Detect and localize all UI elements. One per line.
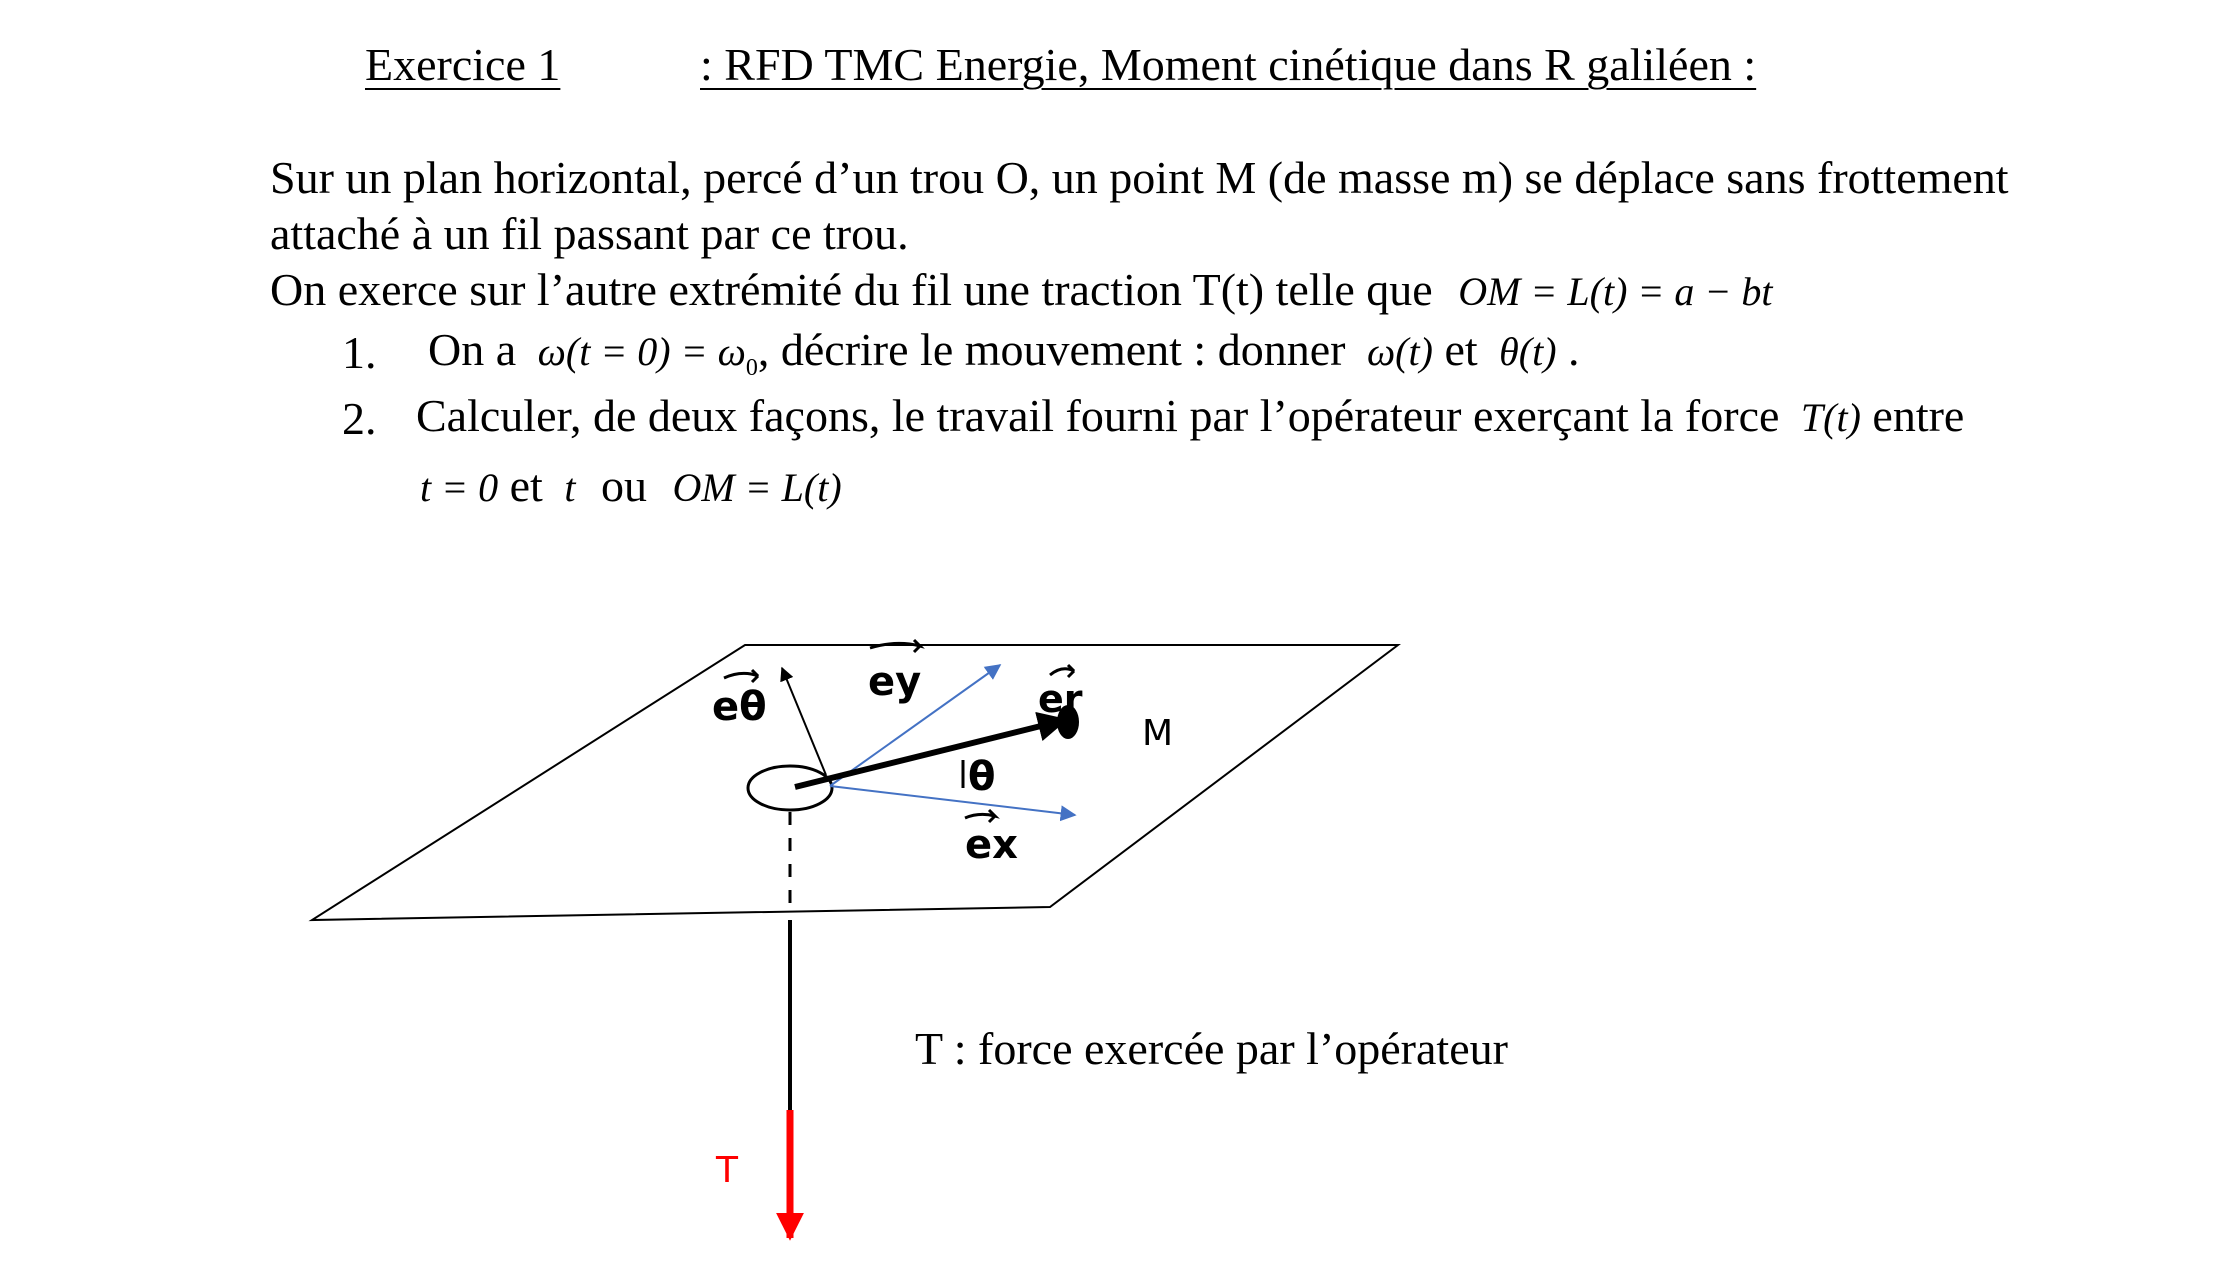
question-1-math-a: $\omega(t = 0) = \omega_0$	[537, 329, 758, 381]
question-1-text-b: , décrire le mouvement : donner	[757, 324, 1346, 375]
label-e-r: er	[1038, 677, 1083, 721]
exercise-subtitle: : RFD TMC Energie, Moment cinétique dans R galiléen :	[700, 39, 1757, 90]
question-1-text-d: .	[1568, 324, 1580, 375]
question-2-text-a: Calculer, de deux façons, le travail fourni par l’opérateur exerçant la force	[416, 390, 1780, 441]
figure-caption: T : force exercée par l’opérateur	[915, 1023, 1508, 1074]
question-1-text-a: On a	[428, 324, 517, 375]
question-1-math-c: θ(t)	[1499, 329, 1557, 374]
question-2-math-c: t = 0	[420, 465, 499, 510]
label-m: M	[1142, 713, 1174, 754]
label-e-y: ey	[868, 659, 922, 705]
intro-line-2: attaché à un fil passant par ce trou.	[270, 208, 909, 259]
horizontal-plane	[312, 645, 1398, 920]
exercise-label: Exercice 1	[365, 39, 561, 90]
question-1-number: 1.	[342, 327, 377, 378]
question-2-text-b: entre	[1872, 390, 1965, 441]
label-theta: θ	[968, 754, 996, 800]
intro-line-3-math: OM = L(t) = a − bt	[1458, 269, 1773, 314]
hole-o	[748, 766, 832, 810]
question-2-number: 2.	[342, 393, 377, 444]
e-theta-arrow	[782, 668, 826, 775]
question-1-text-c: et	[1444, 324, 1478, 375]
intro-line-3-text: On exerce sur l’autre extrémité du fil une traction T(t) telle que	[270, 264, 1433, 315]
label-e-x: ex	[965, 822, 1018, 868]
question-1-math-b: ω(t)	[1366, 329, 1433, 374]
intro-line-1: Sur un plan horizontal, percé d’un trou O, un point M (de masse m) se déplace sans frottement	[270, 152, 2009, 203]
e-r-arrow	[795, 720, 1065, 787]
label-e-theta: eθ	[712, 684, 767, 730]
e-r-overbar-icon	[1050, 665, 1074, 677]
e-theta-overbar-icon	[724, 670, 758, 682]
question-2-math-a: T(t)	[1800, 395, 1861, 440]
e-x-arrow	[830, 786, 1075, 815]
question-2-math-e: OM = L(t)	[672, 465, 842, 510]
question-2-text-c: et	[509, 460, 543, 511]
e-x-overbar-icon	[965, 810, 995, 822]
question-2-math-d: t	[564, 465, 576, 510]
label-t: T	[716, 1150, 738, 1191]
question-2-text-d: ou	[600, 460, 647, 511]
